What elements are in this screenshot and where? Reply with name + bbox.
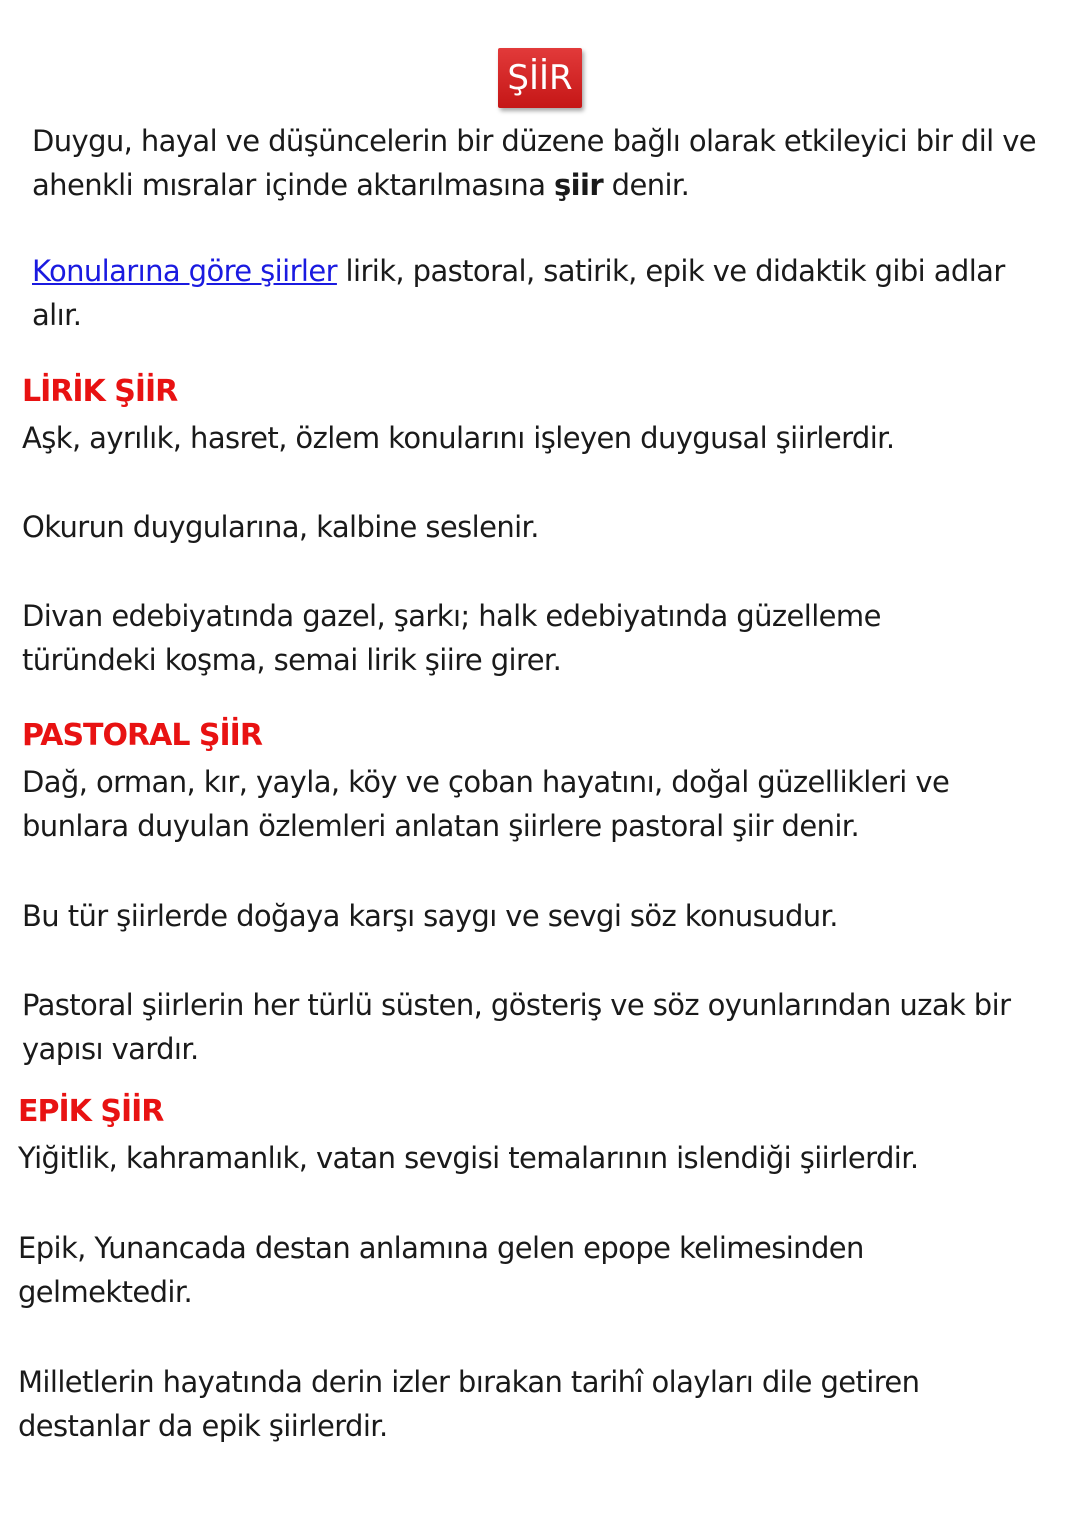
lirik-paragraph-1: Aşk, ayrılık, hasret, özlem konularını işleyen duygusal şiirlerdir. — [22, 421, 895, 455]
lirik-paragraph-3: Divan edebiyatında gazel, şarkı; halk edebiyatında güzelleme türündeki koşma, semai lirik şiire girer. — [22, 599, 881, 677]
lirik-paragraph-2: Okurun duygularına, kalbine seslenir. — [22, 510, 539, 544]
intro-types-text: lirik, pastoral, satirik, epik ve didaktik gibi adlar alır. — [32, 254, 1005, 332]
intro-definition — [32, 119, 1042, 207]
intro-definition-end: denir. — [603, 168, 690, 202]
pastoral-heading: PASTORAL ŞİİR — [22, 718, 262, 753]
pastoral-paragraph-3: Pastoral şiirlerin her türlü süsten, gösteriş ve söz oyunlarından uzak bir yapısı vardır. — [22, 988, 1011, 1066]
topics-link[interactable]: Konularına göre şiirler — [32, 254, 337, 288]
intro-definition-text: Duygu, hayal ve düşüncelerin bir düzene bağlı olarak etkileyici bir dil ve ahenkli mısralar içinde aktarılmasına — [32, 124, 1037, 202]
lirik-heading: LİRİK ŞİİR — [22, 374, 178, 409]
epik-paragraph-1: Yiğitlik, kahramanlık, vatan sevgisi temalarının islendiği şiirlerdir. — [18, 1141, 919, 1175]
epik-heading: EPİK ŞİİR — [18, 1094, 164, 1129]
intro-types — [32, 249, 1062, 337]
epik-paragraph-2: Epik, Yunancada destan anlamına gelen epope kelimesinden gelmektedir. — [18, 1231, 864, 1309]
pastoral-paragraph-1: Dağ, orman, kır, yayla, köy ve çoban hayatını, doğal güzellikleri ve bunlara duyulan özlemleri anlatan şiirlere pastoral şiir denir. — [22, 765, 950, 843]
epik-paragraph-3: Milletlerin hayatında derin izler bırakan tarihî olayları dile getiren destanlar da epik şiirlerdir. — [18, 1365, 920, 1443]
page-title-badge: ŞİİR — [498, 48, 582, 108]
intro-definition-bold: şiir — [553, 168, 604, 202]
pastoral-paragraph-2: Bu tür şiirlerde doğaya karşı saygı ve sevgi söz konusudur. — [22, 899, 838, 933]
